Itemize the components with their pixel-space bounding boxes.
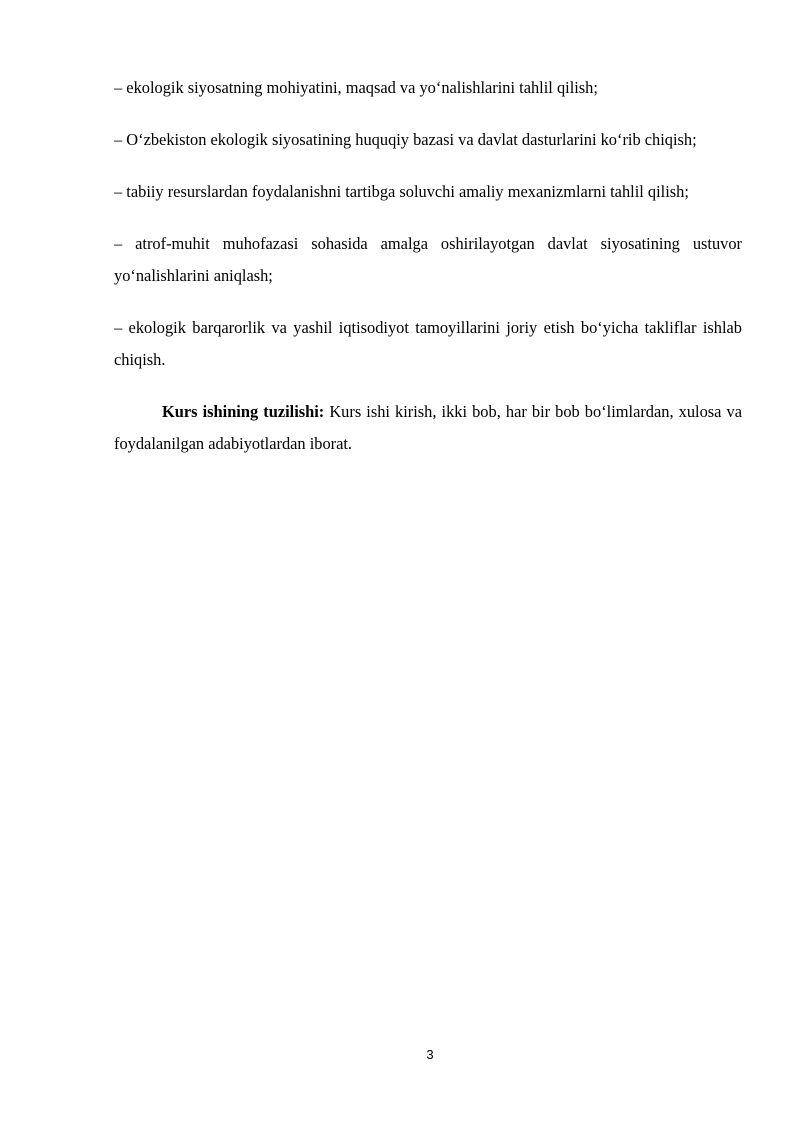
objective-item-2: – O‘zbekiston ekologik siyosatining huquqiy bazasi va davlat dasturlarini ko‘rib chiqish;: [114, 130, 697, 149]
structure-heading: Kurs ishining tuzilishi:: [162, 402, 325, 421]
objective-item-1: – ekologik siyosatning mohiyatini, maqsad va yo‘nalishlarini tahlil qilish;: [114, 78, 598, 97]
objective-item-4: – atrof-muhit muhofazasi sohasida amalga oshirilayotgan davlat siyosatining ustuvor yo‘nalishlarini aniqlash;: [114, 234, 742, 285]
document-body: [114, 72, 742, 480]
objective-item-3: – tabiiy resurslardan foydalanishni tartibga soluvchi amaliy mexanizmlarni tahlil qilish;: [114, 182, 689, 201]
structure-paragraph: [114, 396, 742, 460]
objective-item-5: – ekologik barqarorlik va yashil iqtisodiyot tamoyillarini joriy etish bo‘yicha takliflar ishlab chiqish.: [114, 318, 742, 369]
page-number: 3: [426, 1047, 434, 1062]
structure-text: Kurs ishi kirish, ikki bob, har bir bob bo‘limlardan, xulosa va foydalanilgan adabiyotlardan iborat.: [114, 402, 742, 453]
